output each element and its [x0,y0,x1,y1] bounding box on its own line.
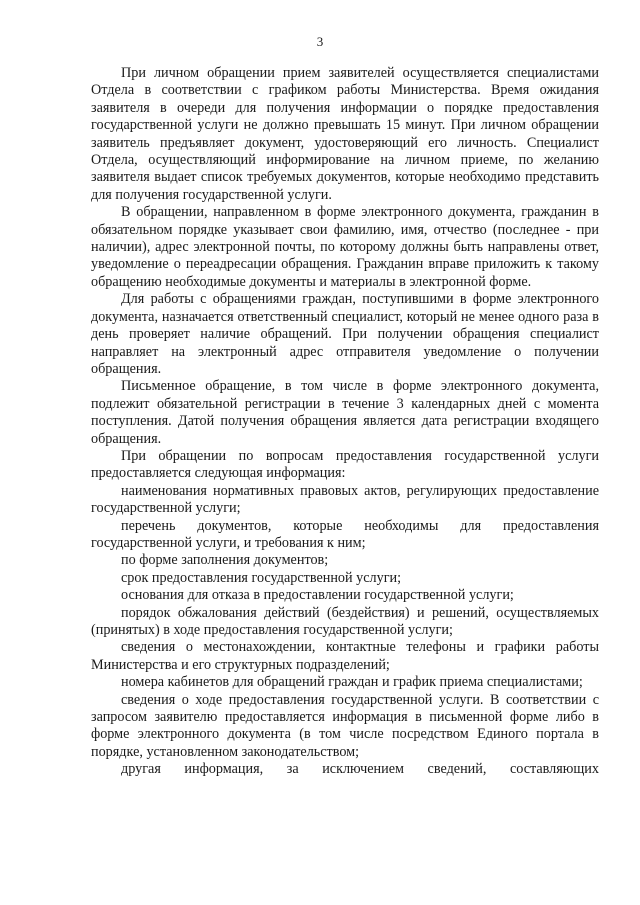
paragraph-personal-appeal: При личном обращении прием заявителей осуществляется специалистами Отдела в соответствии с графиком работы Министерства. Время ожидания заявителя в очереди для получения информации о порядке предоставления государственной услуги не должно превышать 15 минут. При личном обращении заявитель предъявляет документ, удостоверяющий его личность. Специалист Отдела, осуществляющий информирование на личном приеме, по желанию заявителя выдает список требуемых документов, которые необходимо представить для получения государственной услуги. [91,65,599,203]
paragraph-information-intro: При обращении по вопросам предоставления государственной услуги предоставляется следующая информация: [91,447,599,482]
paragraph-registration: Письменное обращение, в том числе в форме электронного документа, подлежит обязательной регистрации в течение 3 календарных дней с момента поступления. Датой получения обращения является дата регистрации входящего обращения. [91,378,599,447]
list-item-form-filling: по форме заполнения документов; [121,552,329,569]
list-item-regulations: наименования нормативных правовых актов, регулирующих предоставление государственной услуги; [91,482,599,517]
list-item-location-contacts: сведения о местонахождении, контактные телефоны и графики работы Министерства и его структурных подразделений; [91,639,599,673]
paragraph-electronic-appeal: В обращении, направленном в форме электронного документа, гражданин в обязательном порядке указывает свои фамилию, имя, отчество (последнее - при наличии), адрес электронной почты, по которому должны быть направлены ответ, уведомление о переадресации обращения. Гражданин вправе приложить к такому обращению необходимые документы и материалы в электронной форме. [91,204,599,290]
page-number: 3 [316,34,324,49]
list-item-office-numbers: номера кабинетов для обращений граждан и график приема специалистами; [121,674,583,691]
list-item-deadline: срок предоставления государственной услуги; [121,569,402,586]
paragraph-responsible-specialist: Для работы с обращениями граждан, поступившими в форме электронного документа, назначается ответственный специалист, который не менее одного раза в день проверяет наличие обращений. При получении обращения специалист направляет на электронный адрес отправителя уведомление о получении обращения. [91,291,599,377]
document-body [91,65,599,779]
list-item-appeal-procedure: порядок обжалования действий (бездействия) и решений, осуществляемых (принятых) в ходе предоставления государственной услуги; [91,604,599,638]
list-item-documents: перечень документов, которые необходимы для предоставления государственной услуги, и требования к ним; [91,517,599,551]
list-item-other-info: другая информация, за исключением сведений, составляющих [121,761,599,778]
list-item-progress-info: сведения о ходе предоставления государственной услуги. В соответствии с запросом заявителю предоставляется информация в письменной форме либо в форме электронного документа (в том числе посредством Единого портала в порядке, установленном законодательством; [91,691,599,760]
list-item-refusal-grounds: основания для отказа в предоставлении государственной услуги; [121,587,514,604]
